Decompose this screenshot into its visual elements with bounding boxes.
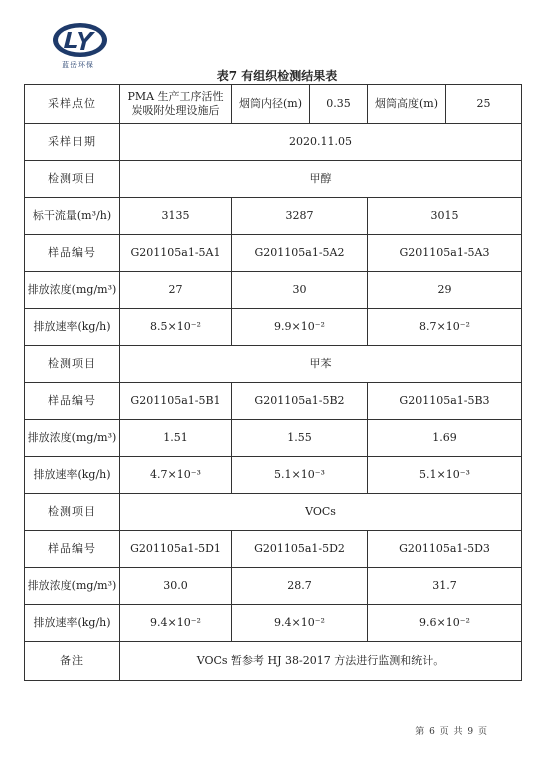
conc-value: 30 [232, 272, 368, 309]
rate-value: 8.7×10⁻² [368, 309, 522, 346]
test-item-label: 检测项目 [25, 494, 120, 531]
table-row [25, 235, 522, 272]
sample-no-label: 样品编号 [25, 235, 120, 272]
sample-no: G201105a1-5A2 [232, 235, 368, 272]
stack-height-value: 25 [446, 85, 522, 124]
table-row [25, 457, 522, 494]
sample-no: G201105a1-5D2 [232, 531, 368, 568]
conc-value: 1.69 [368, 420, 522, 457]
stack-diameter-label: 烟筒内径(m) [232, 85, 310, 124]
conc-value: 31.7 [368, 568, 522, 605]
conc-value: 27 [120, 272, 232, 309]
rate-value: 5.1×10⁻³ [368, 457, 522, 494]
conc-label: 排放浓度(mg/m³) [25, 272, 120, 309]
sample-no: G201105a1-5A1 [120, 235, 232, 272]
table-title: 表7 有组织检测结果表 [216, 69, 338, 83]
company-logo [48, 18, 112, 62]
rate-value: 9.9×10⁻² [232, 309, 368, 346]
table-row [25, 309, 522, 346]
sample-point-value: PMA 生产工序活性炭吸附处理设施后 [120, 85, 232, 124]
rate-value: 9.4×10⁻² [120, 605, 232, 642]
sample-no: G201105a1-5B2 [232, 383, 368, 420]
flow-label: 标干流量(m³/h) [25, 198, 120, 235]
sample-point-label: 采样点位 [25, 85, 120, 124]
sampling-date-label: 采样日期 [25, 124, 120, 161]
results-table [24, 84, 522, 681]
flow-value: 3015 [368, 198, 522, 235]
remark-label: 备注 [25, 642, 120, 681]
sample-no: G201105a1-5D3 [368, 531, 522, 568]
stack-height-label: 烟筒高度(m) [368, 85, 446, 124]
sampling-date-value: 2020.11.05 [120, 124, 522, 161]
rate-label: 排放速率(kg/h) [25, 605, 120, 642]
test-item-value: 甲苯 [120, 346, 522, 383]
table-row [25, 494, 522, 531]
conc-value: 28.7 [232, 568, 368, 605]
conc-label: 排放浓度(mg/m³) [25, 568, 120, 605]
rate-value: 5.1×10⁻³ [232, 457, 368, 494]
table-row [25, 568, 522, 605]
table-row [25, 124, 522, 161]
conc-value: 29 [368, 272, 522, 309]
table-row [25, 346, 522, 383]
conc-label: 排放浓度(mg/m³) [25, 420, 120, 457]
table-row [25, 161, 522, 198]
table-row [25, 85, 522, 124]
sample-no: G201105a1-5A3 [368, 235, 522, 272]
rate-value: 8.5×10⁻² [120, 309, 232, 346]
rate-label: 排放速率(kg/h) [25, 457, 120, 494]
rate-label: 排放速率(kg/h) [25, 309, 120, 346]
sample-no-label: 样品编号 [25, 531, 120, 568]
table-row [25, 642, 522, 681]
sample-no: G201105a1-5D1 [120, 531, 232, 568]
logo-text: 蓝岳环保 [62, 61, 94, 69]
table-row [25, 605, 522, 642]
page-indicator: 第 6 页 共 9 页 [415, 727, 488, 737]
sample-no-label: 样品编号 [25, 383, 120, 420]
conc-value: 1.51 [120, 420, 232, 457]
remark-value: VOCs 暂参考 HJ 38-2017 方法进行监测和统计。 [120, 642, 522, 681]
table-row [25, 198, 522, 235]
rate-value: 9.4×10⁻² [232, 605, 368, 642]
conc-value: 1.55 [232, 420, 368, 457]
test-item-value: 甲醇 [120, 161, 522, 198]
rate-value: 4.7×10⁻³ [120, 457, 232, 494]
sample-no: G201105a1-5B1 [120, 383, 232, 420]
test-item-value: VOCs [120, 494, 522, 531]
rate-value: 9.6×10⁻² [368, 605, 522, 642]
test-item-label: 检测项目 [25, 161, 120, 198]
table-row [25, 272, 522, 309]
flow-value: 3135 [120, 198, 232, 235]
conc-value: 30.0 [120, 568, 232, 605]
table-row [25, 531, 522, 568]
test-item-label: 检测项目 [25, 346, 120, 383]
table-row [25, 420, 522, 457]
table-row [25, 383, 522, 420]
flow-value: 3287 [232, 198, 368, 235]
stack-diameter-value: 0.35 [310, 85, 368, 124]
sample-no: G201105a1-5B3 [368, 383, 522, 420]
